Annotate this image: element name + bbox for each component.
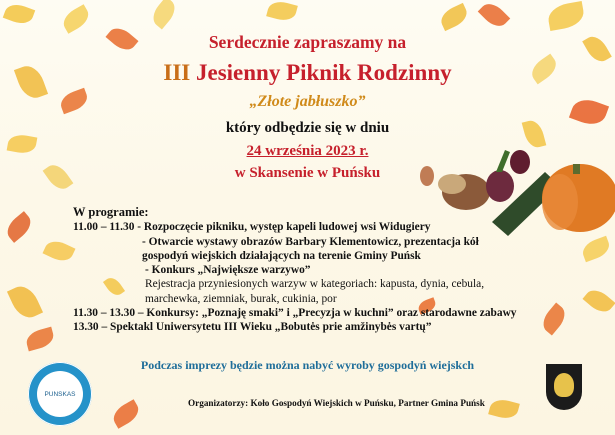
invitation-line: Serdecznie zapraszamy na bbox=[208, 32, 407, 52]
program-item: Rejestracja przyniesionych warzyw w kategoriach: kapusta, dynia, cebula, bbox=[145, 278, 485, 291]
program-item bbox=[73, 220, 543, 234]
event-place: w Skansenie w Puńsku bbox=[234, 165, 381, 181]
organizers: Organizatorzy: Koło Gospodyń Wiejskich w Puńsku, Partner Gmina Puńsk bbox=[188, 398, 485, 408]
event-title bbox=[0, 60, 615, 86]
program-section bbox=[73, 205, 543, 335]
gmina-crest-icon bbox=[546, 364, 582, 410]
program-item: 13.30 – Spektakl Uniwersytetu III Wieku „Bobutės prie amžinybės vartų” bbox=[73, 321, 432, 334]
program-item: - Otwarcie wystawy obrazów Barbary Klementowicz, prezentacja kół bbox=[142, 235, 479, 248]
event-title-text: Jesienny Piknik Rodzinny bbox=[195, 60, 452, 85]
event-date: 24 września 2023 r. bbox=[246, 143, 369, 159]
program-text: Rozpoczęcie pikniku, występ kapeli ludowej wsi Widugiery bbox=[141, 221, 431, 234]
program-item: gospodyń wiejskich działających na terenie Gminy Puńsk bbox=[142, 249, 421, 262]
logo-text: PUNSKAS bbox=[37, 371, 83, 417]
program-item: 11.30 – 13.30 – Konkursy: „Poznaję smaki” i „Precyzja w kuchni” oraz starodawne zabawy bbox=[73, 307, 517, 320]
event-numeral: III bbox=[163, 60, 191, 85]
sale-note: Podczas imprezy będzie można nabyć wyroby gospodyń wiejskch bbox=[140, 358, 475, 372]
program-time: 11.00 – 11.30 - bbox=[73, 221, 142, 234]
program-item: marchewka, ziemniak, burak, cukinia, por bbox=[145, 292, 337, 305]
date-intro: który odbędzie się w dniu bbox=[225, 120, 390, 136]
kgw-logo bbox=[28, 362, 92, 426]
event-subtitle: „Złote jabłuszko” bbox=[249, 93, 366, 110]
program-item: - Konkurs „Największe warzywo” bbox=[145, 264, 311, 277]
program-heading: W programie: bbox=[73, 205, 149, 219]
